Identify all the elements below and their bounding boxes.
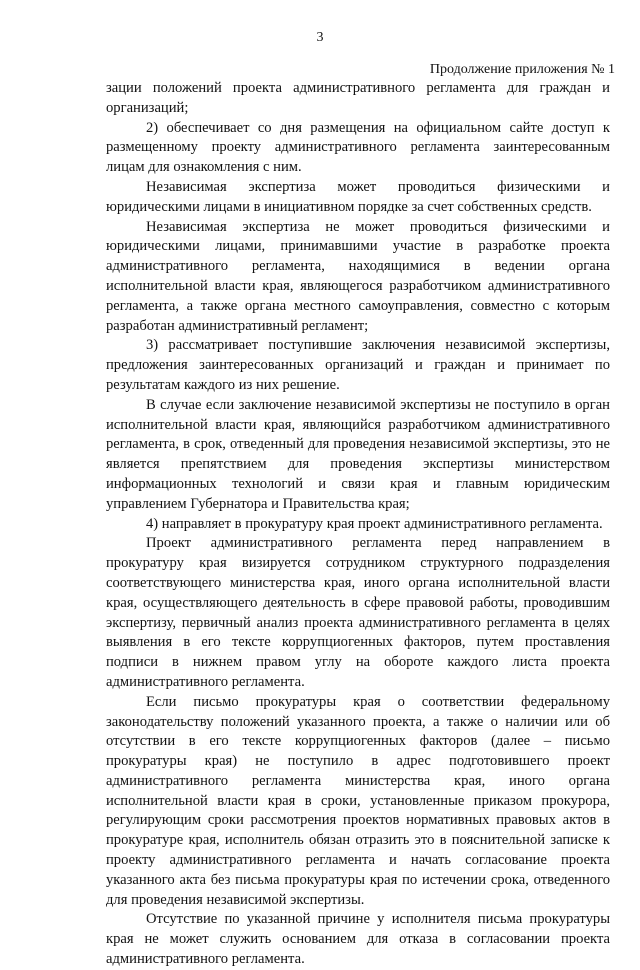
- paragraph: Независимая экспертиза не может проводиться физическими и юридическими лицами, принимавшими участие в разработке проекта административного регламента, находящимися в ведении органа исполнительной власти края, являющегося разработчиком административного регламента, а также органа местного самоуправления, совместно с которым разработан административный регламент;: [106, 218, 610, 334]
- paragraph: Независимая экспертиза может проводиться физическими и юридическими лицами в инициативном порядке за счет собственных средств.: [106, 178, 610, 215]
- paragraph: зации положений проекта административного регламента для граждан и организаций;: [106, 80, 610, 116]
- document-body: [106, 79, 610, 970]
- paragraph: В случае если заключение независимой экспертизы не поступило в орган исполнительной власти края, являющийся разработчиком административного регламента, в срок, отведенный для проведения независимой экспертизы, это не является препятствием для проведения экспертизы министерством информационных технологий и связи края и главным юридическим управлением Губернатора и Правительства края;: [106, 396, 610, 512]
- paragraph: Отсутствие по указанной причине у исполнителя письма прокуратуры края не может служить основанием для отказа в согласовании проекта административного регламента.: [106, 911, 610, 968]
- appendix-continuation-label: Продолжение приложения № 1: [429, 62, 615, 77]
- paragraph: 2) обеспечивает со дня размещения на официальном сайте доступ к размещенному проекту административного регламента заинтересованным лицам для ознакомления с ним.: [106, 119, 610, 176]
- page-number: 3: [316, 30, 324, 45]
- paragraph: 4) направляет в прокуратуру края проект административного регламента.: [146, 515, 603, 532]
- paragraph: Если письмо прокуратуры края о соответствии федеральному законодательству положений указанного проекта, а также о наличии или об отсутствии в его тексте коррупциогенных факторов (далее – письмо прокуратуры края) не поступило в адрес подготовившего проект административного регламента министерства края, иного органа исполнительной власти края в сроки, установленные приказом прокурора, регулирующим сроки рассмотрения проектов нормативных правовых актов в прокуратуре края, исполнитель обязан отразить это в пояснительной записке к проекту административного регламента и начать согласование проекта указанного акта без письма прокуратуры края по истечении срока, отведенного для проведения независимой экспертизы.: [106, 693, 610, 908]
- paragraph: Проект административного регламента перед направлением в прокуратуру края визируется сотрудником структурного подразделения соответствующего министерства края, иного органа исполнительной власти края, осуществляющего деятельность в сфере правовой работы, проводившим экспертизу, первичный анализ проекта административного регламента в целях выявления в его тексте коррупциогенных факторов, путем проставления подписи в нижнем правом углу на обороте каждого листа проекта административного регламента.: [106, 535, 610, 690]
- paragraph: 3) рассматривает поступившие заключения независимой экспертизы, предложения заинтересованных организаций и граждан и принимает по результатам каждого из них решение.: [106, 337, 610, 393]
